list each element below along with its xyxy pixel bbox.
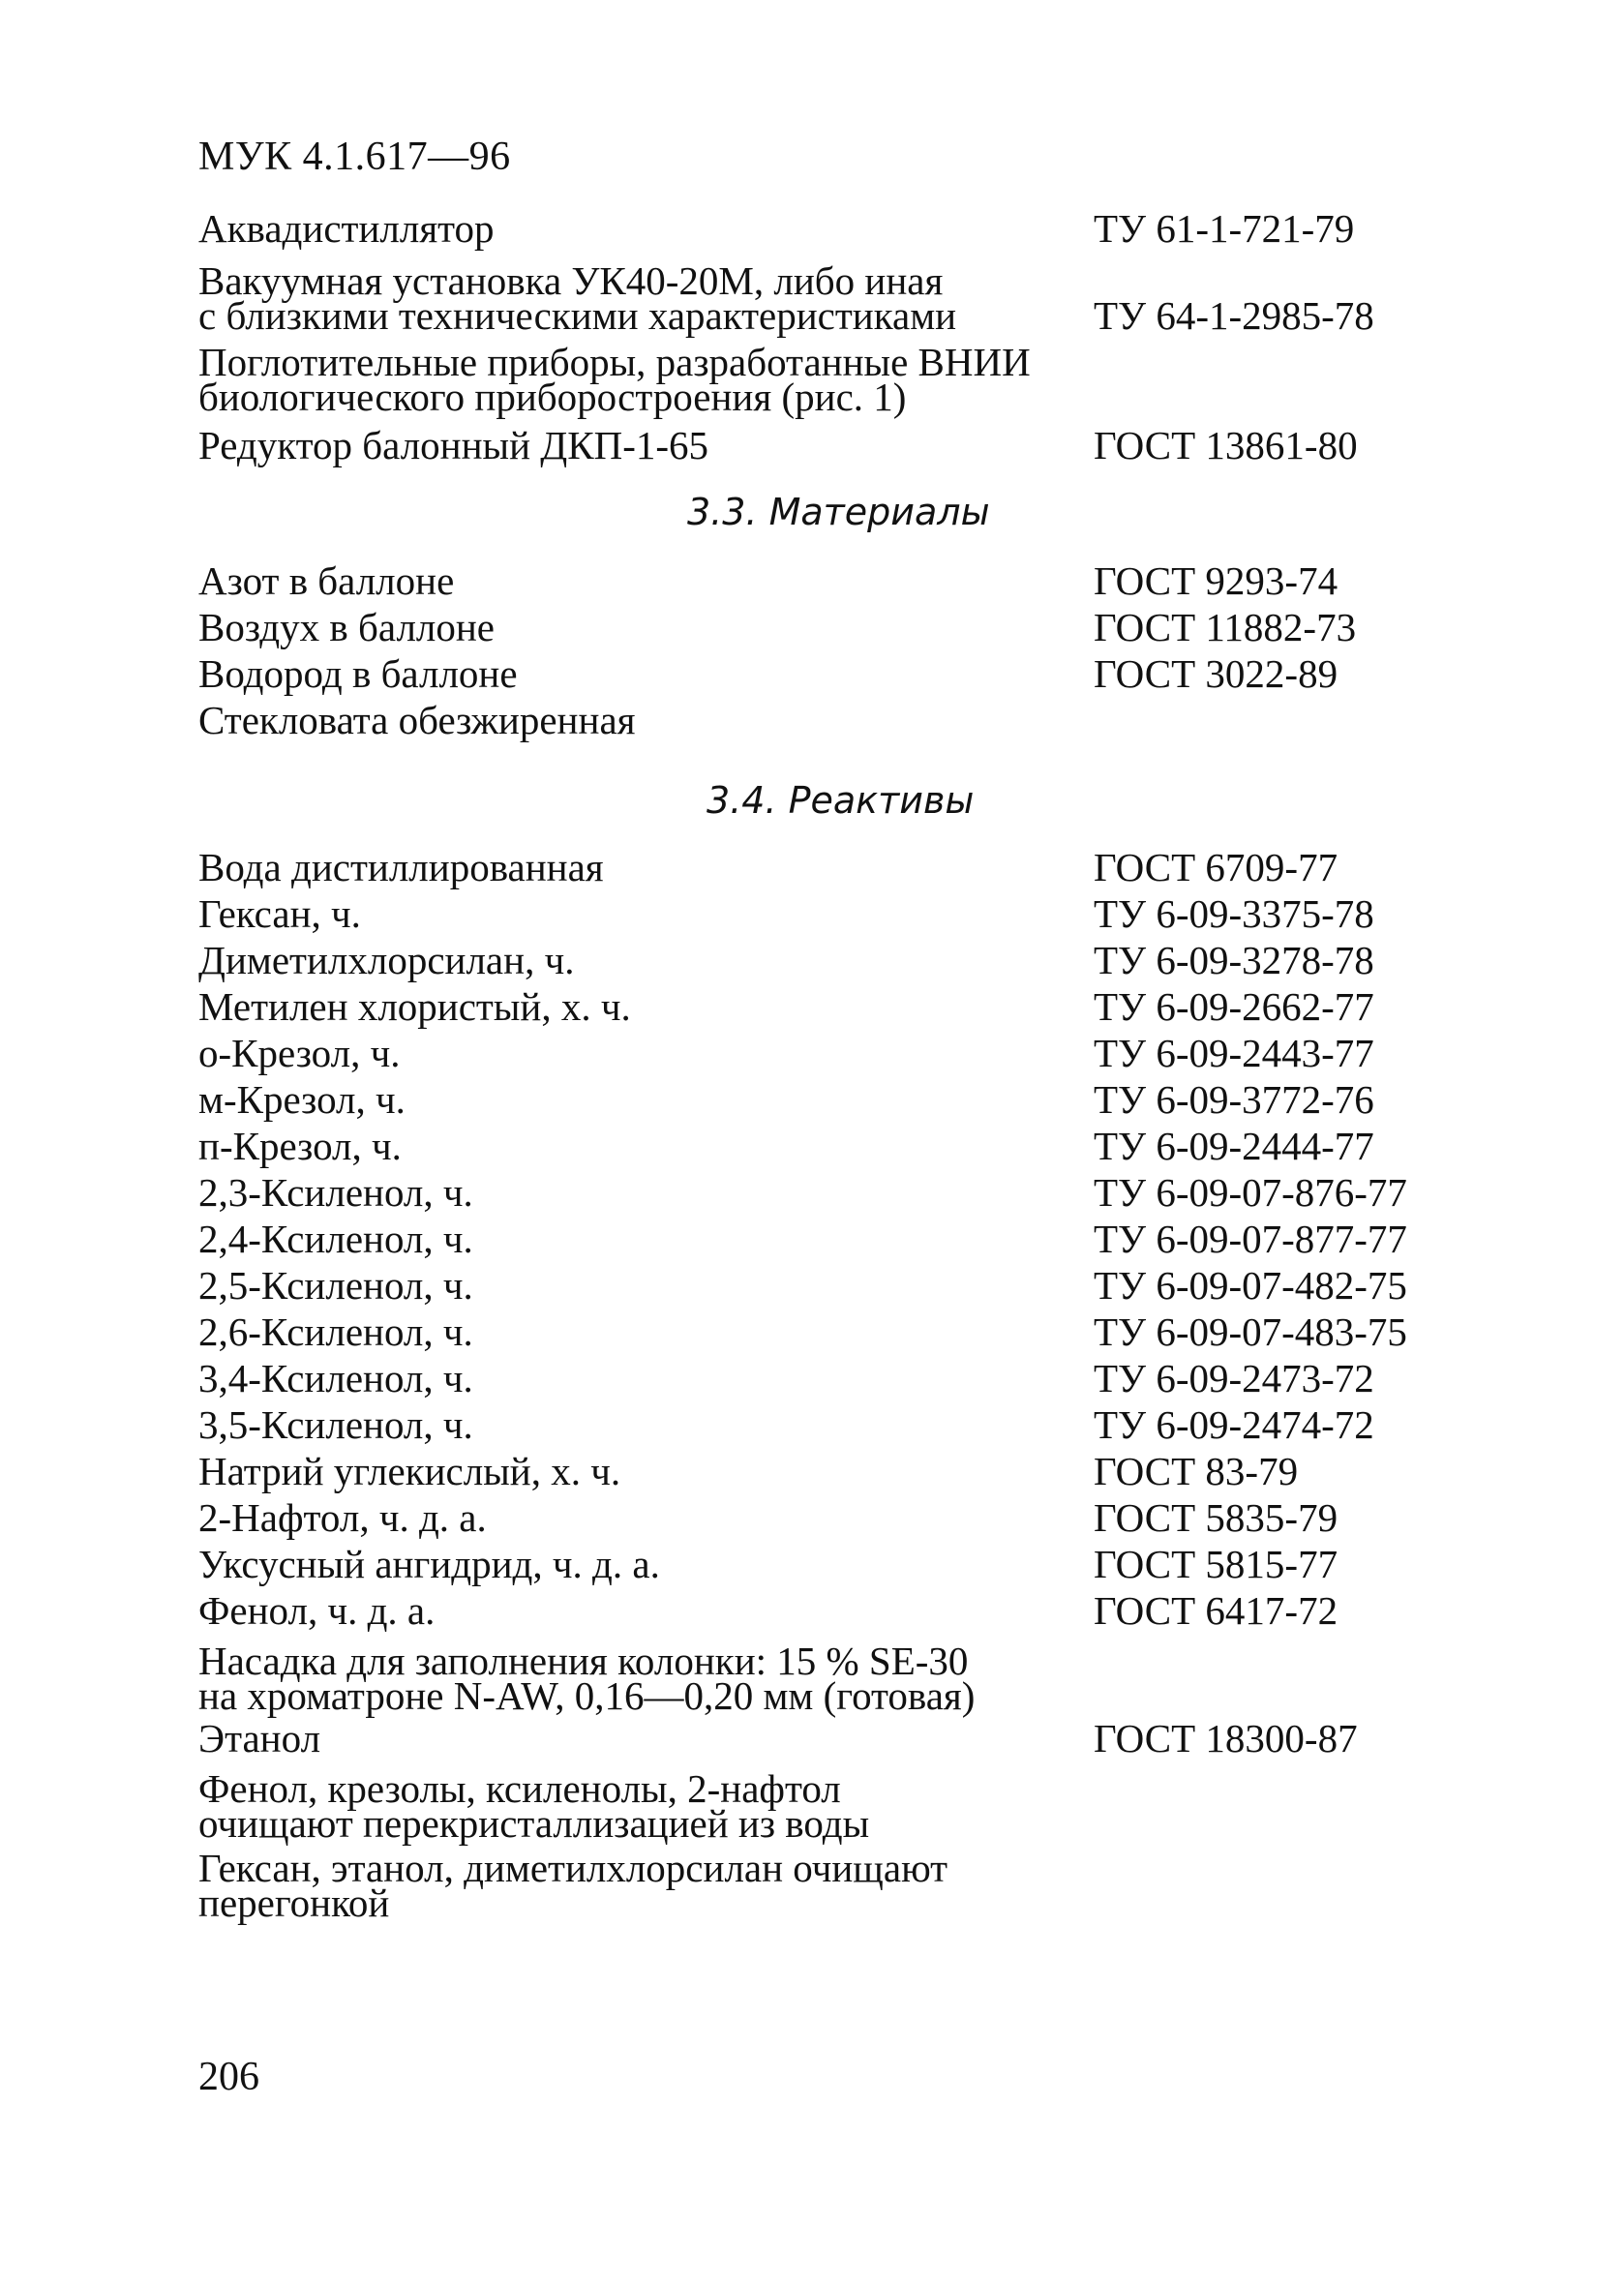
reagents-row [198,1587,1476,1634]
reagents-list [198,844,1476,1925]
reagents-name [198,1448,1094,1494]
equipment-list [198,203,1476,468]
materials-code: ГОСТ 9293-74 [1094,558,1338,603]
reagents-name-line: перегонкой [198,1881,390,1925]
reagents-name-line: 2-Нафтол, ч. д. а. [198,1495,487,1540]
reagents-name-line: 2,3-Ксиленол, ч. [198,1170,473,1215]
materials-name [198,650,1094,697]
reagents-name-line: Гексан, этанол, диметилхлорсилан очищают [198,1846,948,1890]
reagents-name-line: 2,6-Ксиленол, ч. [198,1309,473,1354]
reagents-row [198,1123,1476,1169]
reagents-name [198,1541,1094,1587]
reagents-name [198,1355,1094,1401]
reagents-row [198,1715,1476,1761]
reagents-row [198,1401,1476,1448]
reagents-name [198,1309,1094,1355]
reagents-name [198,1123,1094,1169]
reagents-name-line: Фенол, крезолы, ксиленолы, 2-нафтол [198,1766,841,1811]
reagents-row [198,983,1476,1030]
equipment-name-line: Аквадистиллятор [198,206,495,251]
reagents-code: ТУ 6-09-2474-72 [1094,1402,1374,1447]
reagents-name [198,1262,1094,1309]
reagents-name [198,1401,1094,1448]
reagents-name [198,1169,1094,1216]
equipment-name [198,258,1094,338]
equipment-row [198,337,1476,419]
reagents-row [198,1030,1476,1076]
reagents-code: ТУ 6-09-2662-77 [1094,984,1374,1029]
equipment-code: ТУ 61-1-721-79 [1094,206,1355,251]
equipment-code: ГОСТ 13861-80 [1094,423,1358,467]
reagents-code: ТУ 6-09-07-877-77 [1094,1217,1407,1261]
reagents-row [198,937,1476,983]
materials-name-line: Азот в баллоне [198,558,455,603]
equipment-row [198,420,1476,468]
materials-code: ГОСТ 11882-73 [1094,605,1357,649]
reagents-name-line: на хроматроне N-AW, 0,16—0,20 мм (готовая) [198,1673,976,1718]
reagents-code: ТУ 6-09-2444-77 [1094,1124,1374,1168]
reagents-row [198,1638,1476,1718]
reagents-row [198,1845,1476,1925]
reagents-name [198,1030,1094,1076]
reagents-row [198,844,1476,890]
reagents-name-line: 3,4-Ксиленол, ч. [198,1356,473,1400]
reagents-name [198,1846,1360,1925]
reagents-name-line: Диметилхлорсилан, ч. [198,938,575,982]
reagents-name-line: о-Крезол, ч. [198,1031,401,1075]
equipment-name-line: с близкими техническими характеристиками [198,293,957,338]
reagents-name [198,1076,1094,1123]
reagents-code: ТУ 6-09-3375-78 [1094,891,1374,936]
reagents-name [198,937,1094,983]
materials-name-line: Стекловата обезжиренная [198,698,636,742]
reagents-code: ГОСТ 6709-77 [1094,845,1338,889]
materials-row [198,557,1476,604]
reagents-row [198,1309,1476,1355]
section-title-materials: 3.3. Материалы [687,491,990,533]
reagents-name [198,1494,1094,1541]
equipment-name [198,422,1094,468]
reagents-row [198,1355,1476,1401]
reagents-row [198,1448,1476,1494]
reagents-row [198,1076,1476,1123]
materials-name [198,604,1094,650]
equipment-name [198,205,1094,252]
materials-name [198,697,1094,743]
reagents-code: ТУ 6-09-2473-72 [1094,1356,1374,1400]
reagents-name-line: Вода дистиллированная [198,845,604,889]
reagents-row [198,1169,1476,1216]
reagents-row [198,1541,1476,1587]
equipment-name-line: Редуктор балонный ДКП-1-65 [198,423,709,467]
reagents-code: ТУ 6-09-07-482-75 [1094,1263,1407,1308]
reagents-code: ГОСТ 6417-72 [1094,1588,1338,1633]
reagents-code: ГОСТ 18300-87 [1094,1716,1358,1760]
reagents-name [198,1766,1360,1846]
reagents-name-line: Метилен хлористый, х. ч. [198,984,631,1029]
reagents-code: ГОСТ 5835-79 [1094,1495,1338,1540]
reagents-code: ТУ 6-09-07-483-75 [1094,1309,1407,1354]
reagents-row [198,1262,1476,1309]
reagents-name-line: Гексан, ч. [198,891,361,936]
reagents-name [198,1715,1094,1761]
equipment-name-line: Вакуумная установка УК40-20М, либо иная [198,258,944,303]
reagents-name-line: 2,4-Ксиленол, ч. [198,1217,473,1261]
equipment-name-line: биологического приборостроения (рис. 1) [198,375,907,419]
reagents-name [198,1639,1360,1718]
reagents-name [198,844,1094,890]
equipment-name-line: Поглотительные приборы, разработанные ВНИИ [198,340,1031,384]
materials-name [198,557,1094,604]
reagents-name-line: Фенол, ч. д. а. [198,1588,436,1633]
reagents-name-line: Натрий углекислый, х. ч. [198,1449,621,1493]
reagents-code: ТУ 6-09-2443-77 [1094,1031,1374,1075]
reagents-name-line: Уксусный ангидрид, ч. д. а. [198,1542,660,1586]
reagents-code: ТУ 6-09-07-876-77 [1094,1170,1407,1215]
reagents-name [198,983,1094,1030]
reagents-row [198,890,1476,937]
equipment-name [198,340,1360,419]
reagents-row [198,1216,1476,1262]
section-title-reagents: 3.4. Реактивы [707,779,975,822]
equipment-row [198,203,1476,252]
page-number: 206 [198,2055,259,2099]
reagents-name-line: м-Крезол, ч. [198,1077,406,1122]
reagents-name-line: 3,5-Ксиленол, ч. [198,1402,473,1447]
reagents-name [198,1216,1094,1262]
reagents-code: ТУ 6-09-3772-76 [1094,1077,1374,1122]
reagents-name [198,1587,1094,1634]
reagents-name [198,890,1094,937]
reagents-code: ГОСТ 83-79 [1094,1449,1299,1493]
equipment-code: ТУ 64-1-2985-78 [1094,293,1374,338]
equipment-row [198,256,1476,338]
reagents-code: ТУ 6-09-3278-78 [1094,938,1374,982]
reagents-name-line: Насадка для заполнения колонки: 15 % SE-30 [198,1639,969,1683]
reagents-row [198,1494,1476,1541]
page-header: МУК 4.1.617—96 [198,135,511,179]
materials-row [198,697,1476,743]
reagents-code: ГОСТ 5815-77 [1094,1542,1338,1586]
reagents-name-line: п-Крезол, ч. [198,1124,402,1168]
materials-row [198,650,1476,697]
materials-code: ГОСТ 3022-89 [1094,651,1338,696]
reagents-name-line: очищают перекристаллизацией из воды [198,1801,870,1846]
materials-row [198,604,1476,650]
materials-name-line: Водород в баллоне [198,651,518,696]
reagents-row [198,1765,1476,1846]
reagents-name-line: 2,5-Ксиленол, ч. [198,1263,473,1308]
materials-name-line: Воздух в баллоне [198,605,495,649]
materials-list [198,557,1476,743]
reagents-name-line: Этанол [198,1716,321,1760]
